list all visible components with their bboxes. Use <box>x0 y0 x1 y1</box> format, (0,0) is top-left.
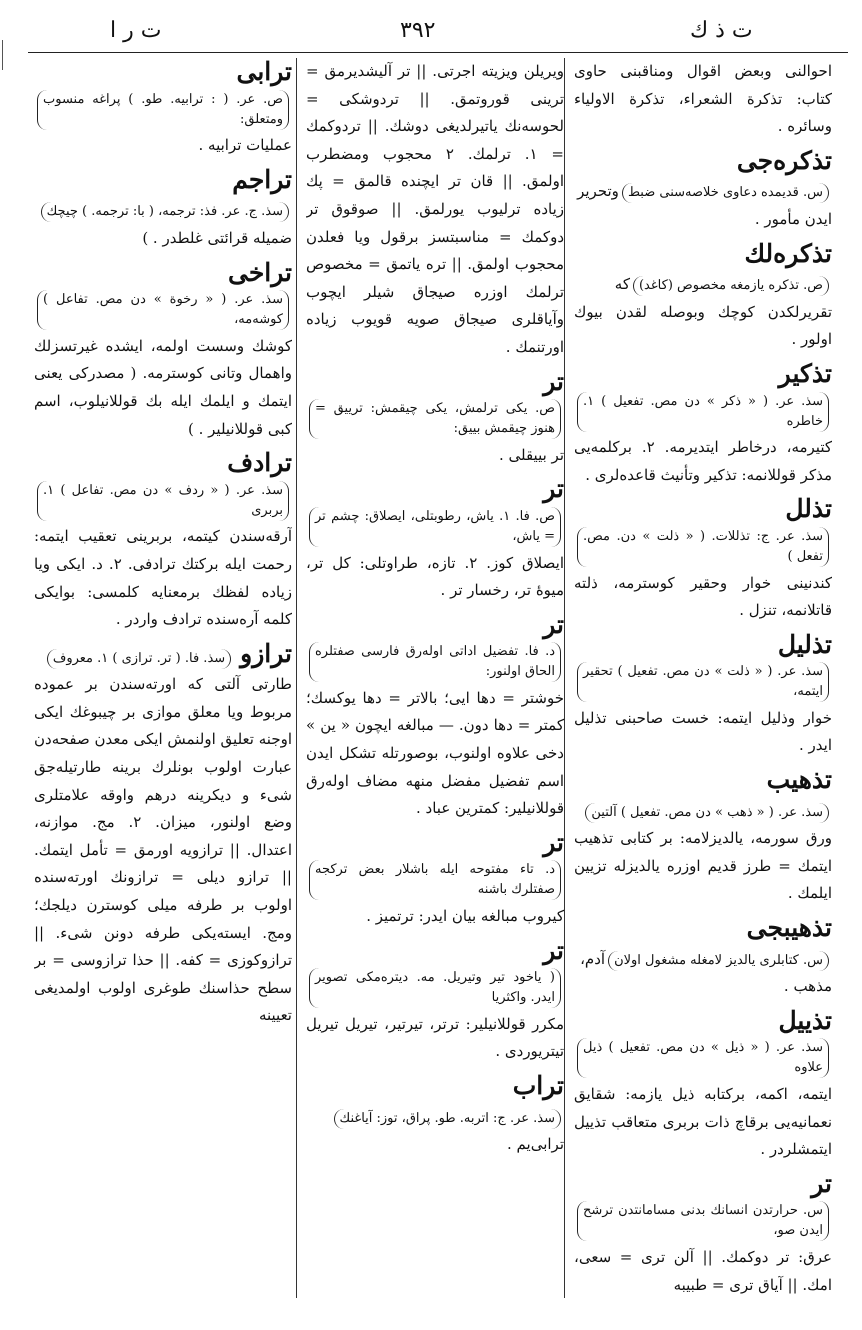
header-right-guide: ت ذ ك <box>690 18 753 43</box>
headword: تذکیر <box>778 358 832 388</box>
definition-text: ضمیله قرائتی غلطدر . ) <box>142 228 292 247</box>
headword: تر <box>811 1168 832 1198</box>
dictionary-entry <box>306 937 564 1066</box>
headword: تذییل <box>778 1005 832 1035</box>
dictionary-entry <box>306 1072 564 1159</box>
grammar-note: سذ. عر. ( « ذکر » دن مص. تفعیل ) ١. خاطره <box>577 392 829 432</box>
definition-text: طارتی آلتی که اورته‌سندن بر عموده مربوط ویا معلق موازی بر چیبوغك ایکی اوجنه تعلیق اولنمش ایکی معدن صفحه‌دن عبارت اولوب بونلرك برینه طارتیله‌جق شیء و دیکرینه درهم واوقه علامتلری وضع اولنور، میزان. ٢. مج. موازنه، اعتدال. || ترازویه اورمق = تأمل ایتمك. || ترازو دیلی = ترازونك اورته‌سنده اولوب بر طرفه میلی کوسترن دیلجك؛ ومج. ایسته‌یکی طرفه دونن شیء. || ترازوکوزی = کفه. || حذا ترازوسی = بر سطح حذاسنك طوغری اولوب اولمدیغی تعیینه <box>34 675 292 1025</box>
headword: تر <box>543 366 564 396</box>
dictionary-entry <box>574 766 832 908</box>
headword: تراجم <box>232 164 292 194</box>
definition-text: خوار وذلیل ایتمه: خست صاحبنی تذلیل ایدر . <box>574 708 832 755</box>
grammar-note: ( یاخود تیر وتیریل. مه. دیتره‌مکی تصویر ایدر. واکثریا <box>309 968 561 1008</box>
definition-text: خوشتر = دها ایی؛ بالاتر = دها یوکسك؛ کمتر = دها دون. — مبالغه ایچون « ین » دخی علاوه اولنوب، بوصورتله تشکل ایدن اسم تفضیل مفضل منهه مضاف اوله‌رق قوللانیلیر: کمترین عباد . <box>306 688 564 818</box>
dictionary-entry <box>34 640 292 1030</box>
definition-text: ورق سورمه، یالدیزلامه: بر کتابی تذهیب ایتمك = طرز قدیم اوزره یالدیزله تزیین ایلمك . <box>574 829 832 903</box>
headword: تذهیب <box>766 765 832 795</box>
definition-text: کندنینی خوار وحقیر کوسترمه، ذلته قاتلانمه، تنزل . <box>574 573 832 620</box>
definition-text: احوالنی وبعض اقوال ومناقبنی حاوی کتاب: تذکرة الشعراء، تذکرة الاولیاء وسائره . <box>574 62 832 136</box>
headword: تر <box>543 827 564 857</box>
column-divider <box>564 58 565 1298</box>
dictionary-entry <box>574 240 832 354</box>
dictionary-entry <box>34 166 292 253</box>
dictionary-entry <box>306 611 564 823</box>
dictionary-entry <box>574 58 832 141</box>
grammar-note: ص. یکی ترلمش، یکی چیقمش: ترییق = هنوز چیقمش بییق: <box>309 399 561 439</box>
headword: ترابی <box>236 58 292 86</box>
definition-text: آدم، مذهب . <box>580 949 832 996</box>
dictionary-entry <box>574 495 832 624</box>
headword: تراب <box>512 1071 564 1100</box>
grammar-note: سذ. ج. عر. فذ: ترجمه، ( با: ترجمه. ) چیچك <box>41 202 289 222</box>
headword: تراخی <box>228 257 292 287</box>
dictionary-entry <box>34 58 292 160</box>
header-rule <box>28 52 848 53</box>
running-head <box>0 14 862 48</box>
grammar-note: سذ. عر. ( « ذلت » دن مص. تفعیل ) تحقیر ایتمه، <box>577 662 829 702</box>
definition-text: مکرر قوللانیلیر: ترتر، تیرتیر، تیریل تیریل تیتریوردی . <box>306 1014 564 1061</box>
grammar-note: س. قدیمده دعاوی خلاصه‌سنی ضبط <box>622 183 829 203</box>
definition-text: ترابی‌یم . <box>507 1135 564 1154</box>
dictionary-entry <box>306 368 564 470</box>
definition-text: عملیات ترابیه . <box>198 136 292 155</box>
definition-text: ایتمه، اکمه، برکتابه ذیل یازمه: شقایق نعمانیه‌یی برقاچ ذات بربری متعاقب تذییل ایتمشلردر . <box>574 1085 832 1159</box>
headword: تذلیل <box>777 629 832 659</box>
column-middle <box>306 58 564 1298</box>
dictionary-entry <box>306 475 564 604</box>
definition-text: که تقریرلکدن کوچك وبوصله لقدن بیوك اولور . <box>574 275 832 349</box>
grammar-note: سذ. عر. ( « رخوة » دن مص. تفاعل ) کوشه‌مه، <box>37 290 289 330</box>
headword: تذهیبجی <box>746 913 832 943</box>
grammar-note: سذ. عر. ( « ردف » دن مص. تفاعل ) ١. بربری <box>37 481 289 521</box>
grammar-note: سذ. عر. ( « ذهب » دن مص. تفعیل ) آلتین <box>585 803 829 823</box>
dictionary-entry <box>34 259 292 444</box>
dictionary-entry <box>574 360 832 489</box>
definition-text: ایصلاق کوز. ٢. تازه، طراوتلی: کل تر، میوهٔ تر، رخسار تر . <box>306 553 564 600</box>
dictionary-entry <box>306 829 564 931</box>
definition-text: کتیرمه، درخاطر ایتدیرمه. ٢. برکلمه‌یی مذکر قوللانمه: تذکیر وتأنیث قاعده‌لری . <box>574 438 832 484</box>
definition-text: عرق: تر دوکمك. || آلن تری = سعی، امك. || آیاق تری = طبیبه <box>574 1247 832 1294</box>
grammar-note: س. کتابلری یالدیز لامغله مشغول اولان <box>608 951 829 971</box>
dictionary-entry <box>574 631 832 760</box>
column-divider <box>296 58 297 1298</box>
grammar-note: د. تاء مفتوحه ایله باشلار بعض ترکجه صفتلرك باشنه <box>309 860 561 900</box>
headword: ترازو <box>240 638 292 668</box>
grammar-note: سذ. عر. ( « ذیل » دن مص. تفعیل ) ذیل علاوه <box>577 1038 829 1078</box>
grammar-note: ص. فا. ١. یاش، رطوبتلی، ایصلاق: چشم تر = یاش، <box>309 507 561 547</box>
column-right <box>574 58 832 1298</box>
definition-text: کوشك وسست اولمه، ایشده غیرتسزلك واهمال وتانی کوسترمه. ( مصدرکی یعنی ایتمك و ایلمك ایله بك قوللانیلوب، اسم کبی قوللانیلیر . ) <box>34 336 292 438</box>
grammar-note: ص. تذکره یازمغه مخصوص (کاغد) <box>633 276 829 296</box>
headword: تر <box>543 609 564 639</box>
definition-text: آرقه‌سندن کیتمه، بربرینی تعقیب ایتمه: رحمت ایله برکتك ترادفی. ٢. د. ایکی ویا زیاده لفظك برمعنایه کلمسی: بوایکی کلمه آره‌سنده ترادف واردر . <box>34 527 292 629</box>
page-number: ٣٩٢ <box>400 18 436 43</box>
headword: تذکره‌جی <box>736 145 832 175</box>
headword: تذکره‌لك <box>744 238 832 268</box>
dictionary-entry <box>574 1007 832 1164</box>
headword: ترادف <box>227 448 292 478</box>
dictionary-entry <box>574 914 832 1001</box>
headword: تذلل <box>785 494 832 524</box>
column-left <box>34 58 292 1298</box>
grammar-note: ص. عر. ( : ترابیه. طو. ) پراغه منسوب ومتعلق: <box>37 90 289 130</box>
grammar-note: س. حرارتدن انسانك بدنی مسامانتدن ترشح ایدن صو، <box>577 1201 829 1241</box>
grammar-note: سذ. عر. ج: اتربه. طو. پراق، توز: آیاغنك <box>334 1109 561 1129</box>
definition-text: تر بییقلی . <box>498 445 564 464</box>
headword: تر <box>543 935 564 965</box>
dictionary-entry <box>306 58 564 362</box>
headword: تر <box>543 474 564 504</box>
grammar-note: د. فا. تفضیل اداتی اولەرق فارسی صفتلره الحاق اولنور: <box>309 642 561 682</box>
definition-text: ویریلن ویزیته اجرتی. || تر آلیشدیرمق = ترینی قوروتمق. || تردوشکی = لحوسه‌نك یاتیرلدیغی دوشك. || تردوکمك = ١. ترلمك. ٢ محجوب ومضطرب اولمق. || قان تر ایچنده قالمق = پك زیاده ترلیوب یورلمق. || صوقوق تر دوکمك = مناسبتسز برقول ویا فعلدن محجوب اولمق. || تره یاتمق = مخصوص ترلمك اوزره صیجاق شیلر ایچوب وآیاقلری صیجاق صویه قویوب زیاده اورتنمك . <box>306 62 564 356</box>
definition-text: وتحریر ایدن مأمور . <box>577 182 832 228</box>
dictionary-entry <box>574 1170 832 1298</box>
grammar-note: سذ. عر. ج: تذللات. ( « ذلت » دن. مص. تفعل ) <box>577 527 829 567</box>
header-left-guide: ت ر ا <box>110 18 162 43</box>
definition-text: کیروب مبالغه بیان ایدر: ترتمیز . <box>366 907 564 926</box>
dictionary-entry <box>34 449 292 634</box>
dictionary-entry <box>574 147 832 234</box>
grammar-note: سذ. فا. ( تر. ترازی ) ١. معروف <box>47 649 231 669</box>
